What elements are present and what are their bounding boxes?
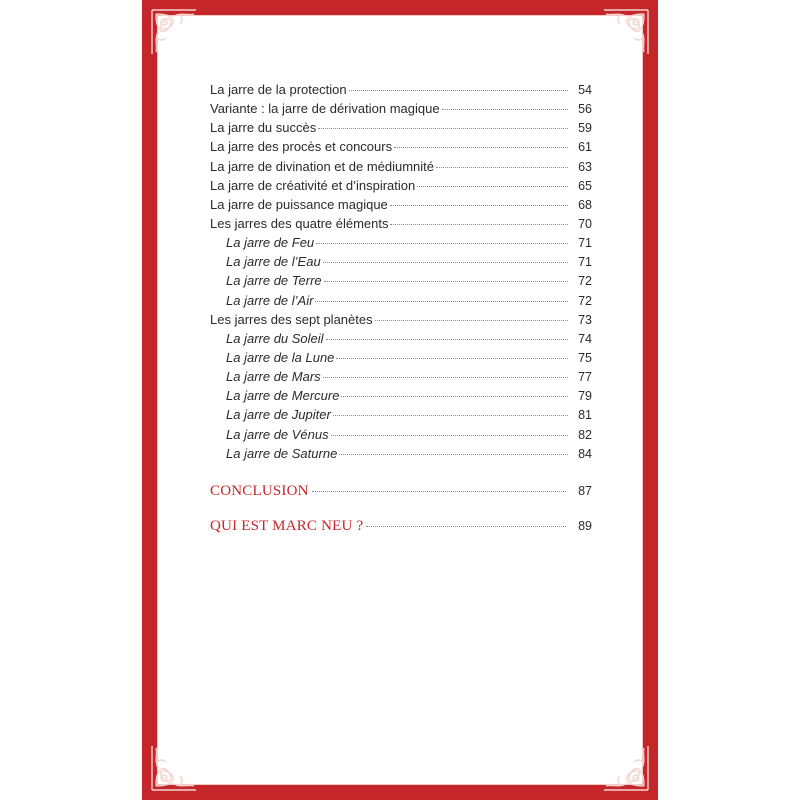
leader-dots xyxy=(375,320,568,321)
toc-subentry[interactable] xyxy=(210,293,592,312)
toc-page-number: 72 xyxy=(578,274,592,289)
toc-section-conclusion[interactable] xyxy=(210,483,592,503)
toc-entry-label: La jarre de Jupiter xyxy=(226,407,331,423)
toc-page-number: 59 xyxy=(578,121,592,136)
leader-dots xyxy=(349,90,568,91)
toc-entry[interactable] xyxy=(210,159,592,178)
toc-entry[interactable] xyxy=(210,216,592,235)
toc-section-author[interactable] xyxy=(210,518,592,538)
toc-entry-label: Les jarres des sept planètes xyxy=(210,311,373,327)
toc-entry[interactable] xyxy=(210,82,592,101)
toc-subentry[interactable] xyxy=(210,446,592,465)
toc-entry-label: La jarre de la protection xyxy=(210,82,347,97)
leader-dots xyxy=(323,377,568,378)
toc-subentry[interactable] xyxy=(210,369,592,388)
toc-page-number: 70 xyxy=(578,216,592,231)
toc-page-number: 87 xyxy=(578,483,592,498)
leader-dots xyxy=(324,281,568,282)
toc-page-number: 77 xyxy=(578,370,592,385)
toc-subentry[interactable] xyxy=(210,254,592,273)
toc-page-number: 79 xyxy=(578,389,592,404)
leader-dots xyxy=(312,491,566,492)
toc-page-number: 54 xyxy=(578,83,592,97)
toc-page-number: 75 xyxy=(578,350,592,365)
leader-dots xyxy=(341,396,568,397)
leader-dots xyxy=(390,205,568,206)
toc-page-number: 68 xyxy=(578,197,592,212)
toc-entry-label: La jarre de divination et de médiumnité xyxy=(210,158,435,174)
leader-dots xyxy=(323,262,568,263)
toc-entry[interactable] xyxy=(210,101,592,120)
floral-corner-ornament-icon xyxy=(144,2,204,62)
toc-page-number: 89 xyxy=(578,518,592,533)
leader-dots xyxy=(331,435,568,436)
toc-page-number: 63 xyxy=(578,159,592,174)
toc-entry-label: La jarre de créativité et d’inspiration xyxy=(210,177,416,193)
toc-entry[interactable] xyxy=(210,139,592,158)
leader-dots xyxy=(318,128,568,129)
toc-page-number: 65 xyxy=(578,178,592,193)
toc-subentry[interactable] xyxy=(210,388,592,407)
toc-page-number: 61 xyxy=(578,140,592,155)
leader-dots xyxy=(390,224,568,225)
toc-entry-label: Variante : la jarre de dérivation magique xyxy=(210,101,440,117)
toc-page-number: 81 xyxy=(578,408,592,423)
toc-page-number: 82 xyxy=(578,427,592,442)
leader-dots xyxy=(436,167,568,168)
toc-entry-label: La jarre de l’Eau xyxy=(226,254,321,270)
leader-dots xyxy=(339,454,568,455)
toc-entry[interactable] xyxy=(210,197,592,216)
toc-entry-label: La jarre de Mars xyxy=(226,369,321,385)
floral-corner-ornament-icon xyxy=(596,738,656,798)
toc-subentry[interactable] xyxy=(210,273,592,292)
leader-dots xyxy=(326,339,568,340)
toc-page-number: 71 xyxy=(578,236,592,251)
toc-entry-label: La jarre de Vénus xyxy=(226,426,329,442)
leader-dots xyxy=(336,358,568,359)
toc-page-number: 56 xyxy=(578,102,592,117)
leader-dots xyxy=(315,301,568,302)
toc-subentry[interactable] xyxy=(210,407,592,426)
section-heading: CONCLUSION xyxy=(210,482,309,499)
toc-entry-label: La jarre de Terre xyxy=(226,273,322,289)
leader-dots xyxy=(442,109,568,110)
toc-entry-label: La jarre de Mercure xyxy=(226,388,340,404)
toc-entry-label: La jarre de puissance magique xyxy=(210,196,388,212)
toc-entry[interactable] xyxy=(210,312,592,331)
toc-entry-label: La jarre du succès xyxy=(210,120,317,136)
toc-subentry[interactable] xyxy=(210,235,592,254)
toc-subentry[interactable] xyxy=(210,427,592,446)
section-heading: QUI EST MARC NEU ? xyxy=(210,517,364,534)
toc-page-number: 71 xyxy=(578,255,592,270)
toc-page-number: 72 xyxy=(578,293,592,308)
toc-entry-label: La jarre de l’Air xyxy=(226,292,314,308)
leader-dots xyxy=(417,186,568,187)
floral-corner-ornament-icon xyxy=(596,2,656,62)
leader-dots xyxy=(316,243,568,244)
toc-entry[interactable] xyxy=(210,178,592,197)
table-of-contents xyxy=(210,82,592,538)
leader-dots xyxy=(394,147,568,148)
toc-page-number: 74 xyxy=(578,331,592,346)
toc-page-number: 73 xyxy=(578,312,592,327)
toc-page-number: 84 xyxy=(578,446,592,461)
toc-entry-label: Les jarres des quatre éléments xyxy=(210,215,389,231)
toc-entry-label: La jarre de la Lune xyxy=(226,349,335,365)
toc-entry-label: La jarre du Soleil xyxy=(226,330,324,346)
toc-entry-label: La jarre de Feu xyxy=(226,235,315,251)
toc-subentry[interactable] xyxy=(210,331,592,350)
toc-entry-label: La jarre de Saturne xyxy=(226,445,338,461)
toc-entry-label: La jarre des procès et concours xyxy=(210,139,393,155)
toc-entry[interactable] xyxy=(210,120,592,139)
leader-dots xyxy=(333,415,568,416)
floral-corner-ornament-icon xyxy=(144,738,204,798)
toc-subentry[interactable] xyxy=(210,350,592,369)
leader-dots xyxy=(366,526,566,527)
